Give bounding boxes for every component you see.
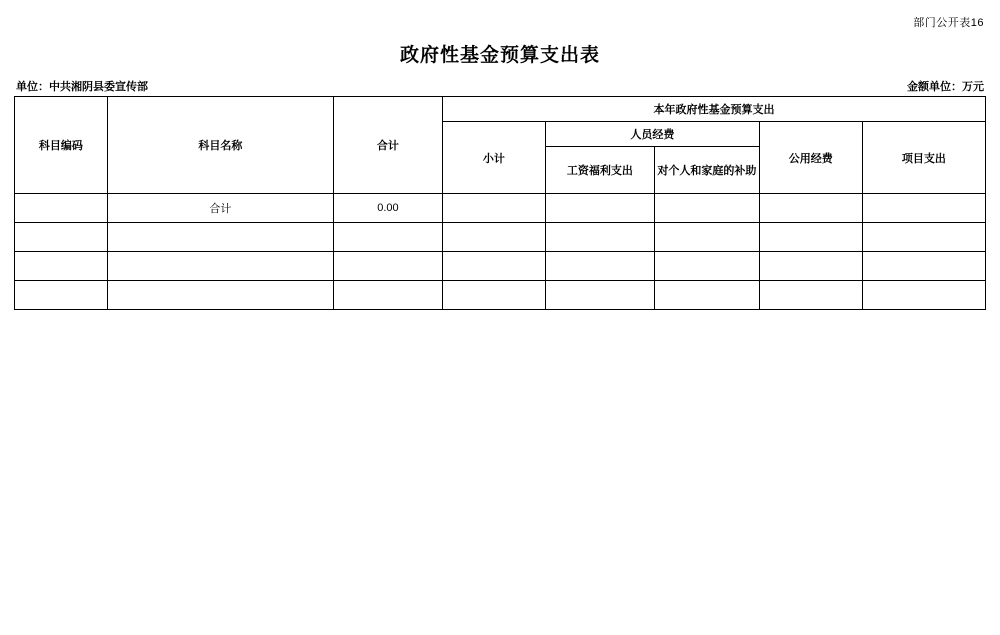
table-header: [15, 97, 986, 194]
cell-subject-name: [107, 281, 333, 310]
cell-public-expense: [759, 252, 862, 281]
header-total: 合计: [333, 97, 442, 194]
cell-salary-welfare: [545, 281, 654, 310]
cell-individual-family-subsidy: [654, 252, 759, 281]
cell-subtotal: [442, 223, 545, 252]
cell-subject-name: 合计: [107, 194, 333, 223]
header-subtotal: 小计: [442, 122, 545, 194]
header-public-expense: 公用经费: [759, 122, 862, 194]
table-row: [15, 281, 986, 310]
table-row: [15, 194, 986, 223]
cell-subtotal: [442, 194, 545, 223]
cell-subject-code: [15, 223, 108, 252]
cell-project-expense: [862, 194, 985, 223]
cell-total: [333, 223, 442, 252]
header-current-year-group: 本年政府性基金预算支出: [442, 97, 985, 122]
cell-public-expense: [759, 194, 862, 223]
table-body: [15, 194, 986, 310]
table-row: [15, 223, 986, 252]
form-number: 部门公开表16: [913, 17, 984, 29]
cell-subject-code: [15, 281, 108, 310]
table-row: [15, 252, 986, 281]
cell-salary-welfare: [545, 252, 654, 281]
cell-subject-name: [107, 223, 333, 252]
cell-subject-code: [15, 252, 108, 281]
header-subject-code: 科目编码: [15, 97, 108, 194]
amount-unit-label: 金额单位：万元: [907, 81, 984, 93]
cell-public-expense: [759, 223, 862, 252]
cell-subject-code: [15, 194, 108, 223]
cell-subtotal: [442, 252, 545, 281]
cell-total: [333, 252, 442, 281]
cell-project-expense: [862, 281, 985, 310]
cell-public-expense: [759, 281, 862, 310]
header-personnel-group: 人员经费: [545, 122, 759, 147]
unit-label: 单位：中共湘阴县委宣传部: [16, 81, 148, 93]
cell-individual-family-subsidy: [654, 223, 759, 252]
cell-individual-family-subsidy: [654, 281, 759, 310]
header-subject-name: 科目名称: [107, 97, 333, 194]
cell-total: 0.00: [333, 194, 442, 223]
cell-salary-welfare: [545, 194, 654, 223]
cell-individual-family-subsidy: [654, 194, 759, 223]
cell-subtotal: [442, 281, 545, 310]
header-individual-family-subsidy: 对个人和家庭的补助: [654, 147, 759, 194]
cell-total: [333, 281, 442, 310]
budget-table: [14, 96, 986, 310]
cell-project-expense: [862, 252, 985, 281]
header-salary-welfare: 工资福利支出: [545, 147, 654, 194]
cell-project-expense: [862, 223, 985, 252]
page-title: 政府性基金预算支出表: [399, 45, 600, 66]
cell-salary-welfare: [545, 223, 654, 252]
cell-subject-name: [107, 252, 333, 281]
header-project-expense: 项目支出: [862, 122, 985, 194]
